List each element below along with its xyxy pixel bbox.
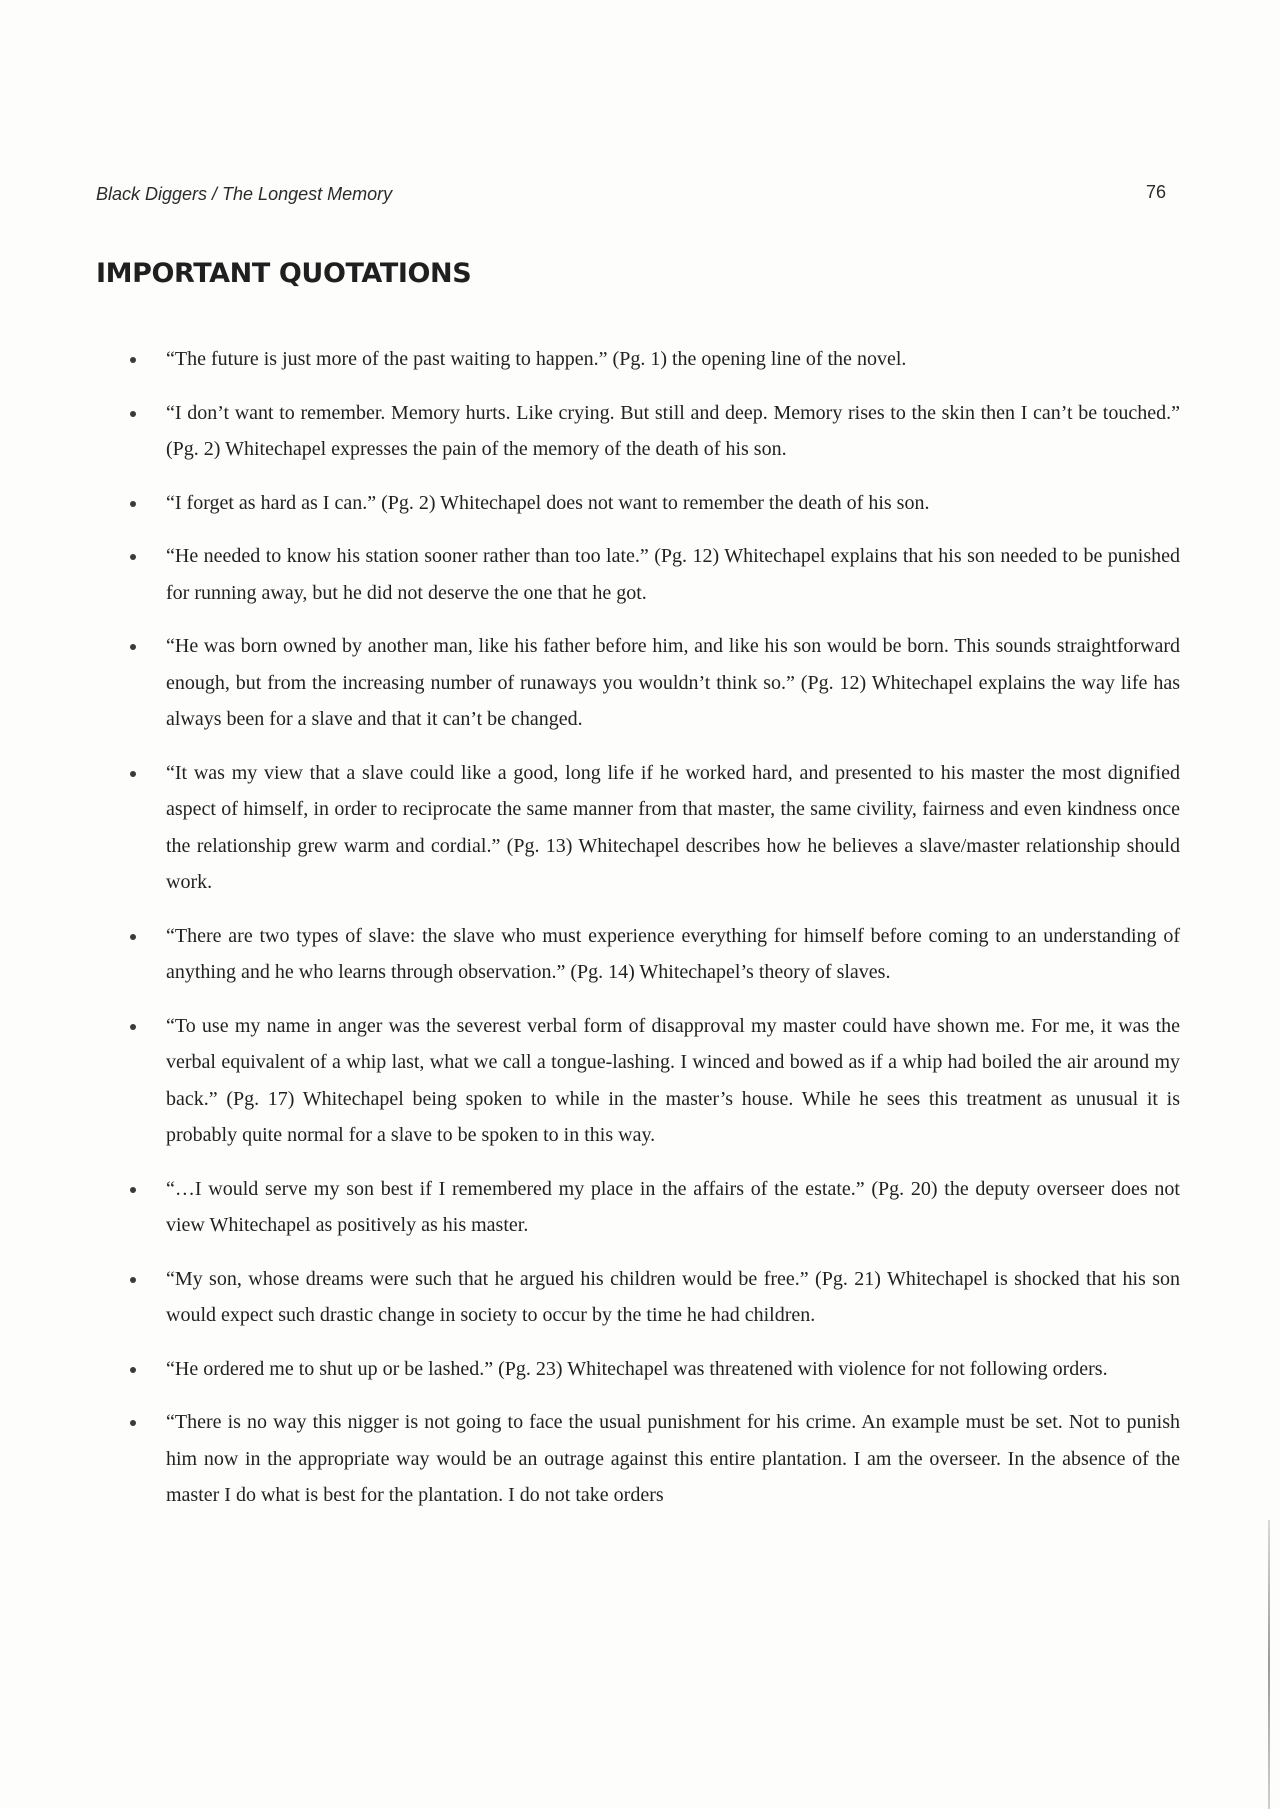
scan-edge-line bbox=[1268, 1520, 1270, 1809]
quotation-item bbox=[0, 1261, 1280, 1334]
quotation-text: “I forget as hard as I can.” (Pg. 2) Whitechapel does not want to remember the death of his son. bbox=[166, 491, 930, 514]
quotation-text: “My son, whose dreams were such that he argued his children would be free.” (Pg. 21) Whitechapel is shocked that his son would expect such drastic change in society to occur by the time he had children. bbox=[166, 1267, 1180, 1326]
quotation-text: “He was born owned by another man, like his father before him, and like his son would be born. This sounds straightforward enough, but from the increasing number of runaways you wouldn’t think so.” (Pg. 12) Whitechapel explains the way life has always been for a slave and that it can’t be changed. bbox=[166, 635, 1180, 730]
bullet-icon bbox=[130, 501, 136, 507]
quotation-text: “To use my name in anger was the severest verbal form of disapproval my master could have shown me. For me, it was the verbal equivalent of a whip last, what we call a tongue-lashing. I winced and bowed as if a whip had boiled the air around my back.” (Pg. 17) Whitechapel being spoken to while in the master’s house. While he sees this treatment as unusual it is probably quite normal for a slave to be spoken to in this way. bbox=[166, 1014, 1180, 1146]
quotation-text: “There is no way this nigger is not going to face the usual punishment for his crime. An example must be set. Not to punish him now in the appropriate way would be an outrage against this entire plantation. I am the overseer. In the absence of the master I do what is best for the plantation. I do not take orders bbox=[166, 1411, 1180, 1506]
bullet-icon bbox=[130, 1277, 136, 1283]
quotation-item bbox=[0, 341, 1280, 378]
quotation-text: “The future is just more of the past waiting to happen.” (Pg. 1) the opening line of the novel. bbox=[166, 348, 907, 370]
quotation-item bbox=[0, 1008, 1280, 1154]
quotation-item bbox=[0, 628, 1280, 738]
bullet-icon bbox=[130, 1367, 136, 1373]
quotation-item bbox=[0, 485, 1280, 522]
bullet-icon bbox=[130, 1024, 136, 1030]
quotation-text: “There are two types of slave: the slave who must experience everything for himself before coming to an understanding of anything and he who learns through observation.” (Pg. 14) Whitechapel’s theory of slaves. bbox=[166, 924, 1180, 983]
quotation-text: “It was my view that a slave could like a good, long life if he worked hard, and presented to his master the most dignified aspect of himself, in order to reciprocate the same manner from that master, the same civility, fairness and even kindness once the relationship grew warm and cordial.” (Pg. 13) Whitechapel describes how he believes a slave/master relationship should work. bbox=[166, 761, 1180, 893]
bullet-icon bbox=[130, 771, 136, 777]
quotation-text: “He ordered me to shut up or be lashed.” (Pg. 23) Whitechapel was threatened with violence for not following orders. bbox=[166, 1357, 1108, 1380]
bullet-icon bbox=[130, 357, 136, 363]
quotation-text: “…I would serve my son best if I remembered my place in the affairs of the estate.” (Pg. 20) the deputy overseer does not view Whitechapel as positively as his master. bbox=[166, 1177, 1180, 1236]
section-title: IMPORTANT QUOTATIONS bbox=[96, 258, 472, 289]
quotation-list bbox=[0, 341, 1280, 1531]
quotation-item bbox=[0, 1171, 1280, 1244]
bullet-icon bbox=[130, 644, 136, 650]
bullet-icon bbox=[130, 1187, 136, 1193]
running-header: Black Diggers / The Longest Memory bbox=[96, 184, 393, 204]
quotation-item bbox=[0, 1351, 1280, 1388]
quotation-text: “I don’t want to remember. Memory hurts. Like crying. But still and deep. Memory rises to the skin then I can’t be touched.” (Pg. 2) Whitechapel expresses the pain of the memory of the death of his son. bbox=[166, 401, 1180, 460]
quotation-text: “He needed to know his station sooner rather than too late.” (Pg. 12) Whitechapel explains that his son needed to be punished for running away, but he did not deserve the one that he got. bbox=[166, 545, 1180, 604]
bullet-icon bbox=[130, 411, 136, 417]
quotation-item bbox=[0, 755, 1280, 901]
quotation-item bbox=[0, 538, 1280, 611]
bullet-icon bbox=[130, 1420, 136, 1426]
quotation-item bbox=[0, 1404, 1280, 1514]
quotation-item bbox=[0, 395, 1280, 468]
quotation-item bbox=[0, 918, 1280, 991]
page-number: 76 bbox=[1146, 182, 1167, 202]
bullet-icon bbox=[130, 934, 136, 940]
bullet-icon bbox=[130, 554, 136, 560]
